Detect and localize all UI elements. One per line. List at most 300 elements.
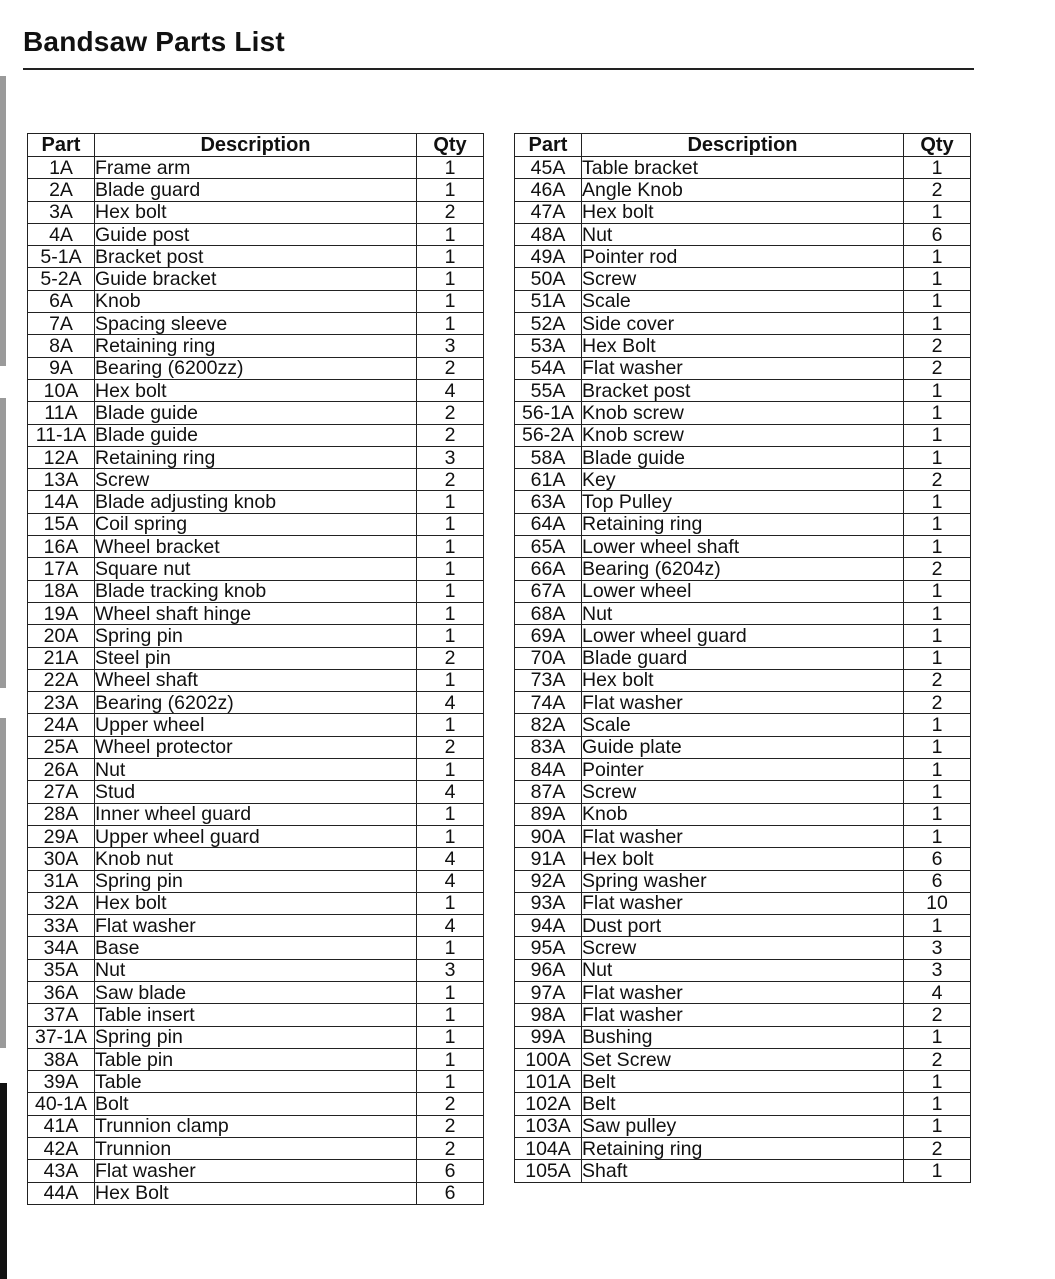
description-cell: Blade adjusting knob [95,491,417,513]
table-row [28,157,484,179]
table-row [28,915,484,937]
table-row [515,335,971,357]
table-row [515,1093,971,1115]
part-column-header: Part [515,134,582,157]
qty-cell: 1 [417,268,484,290]
part-number-cell: 89A [515,803,582,825]
part-number-cell: 17A [28,558,95,580]
table-row [28,759,484,781]
qty-cell: 3 [904,959,971,981]
part-number-cell: 21A [28,647,95,669]
part-number-cell: 19A [28,602,95,624]
table-row [515,959,971,981]
parts-table-left-body [28,157,484,1205]
part-number-cell: 55A [515,379,582,401]
table-row [515,157,971,179]
description-cell: Spring pin [95,625,417,647]
description-cell: Knob [95,290,417,312]
table-row [515,714,971,736]
description-cell: Hex bolt [582,669,904,691]
part-number-cell: 49A [515,246,582,268]
qty-cell: 1 [904,536,971,558]
description-cell: Blade guide [582,446,904,468]
qty-cell: 1 [417,536,484,558]
qty-cell: 1 [904,781,971,803]
description-cell: Flat washer [582,692,904,714]
description-cell: Top Pulley [582,491,904,513]
part-number-cell: 33A [28,915,95,937]
description-cell: Saw blade [95,981,417,1003]
table-row [515,558,971,580]
description-cell: Flat washer [95,915,417,937]
qty-cell: 6 [417,1160,484,1182]
table-row [515,625,971,647]
qty-cell: 6 [417,1182,484,1204]
description-cell: Blade guard [582,647,904,669]
description-cell: Table bracket [582,157,904,179]
description-cell: Screw [582,781,904,803]
table-row [515,759,971,781]
table-row [28,892,484,914]
qty-cell: 3 [417,959,484,981]
part-number-cell: 27A [28,781,95,803]
part-number-cell: 5-1A [28,246,95,268]
qty-cell: 1 [417,803,484,825]
qty-cell: 2 [904,357,971,379]
description-cell: Table pin [95,1048,417,1070]
qty-cell: 1 [417,1071,484,1093]
table-row [515,469,971,491]
part-number-cell: 10A [28,379,95,401]
part-number-cell: 18A [28,580,95,602]
part-number-cell: 36A [28,981,95,1003]
qty-cell: 2 [904,1048,971,1070]
part-number-cell: 64A [515,513,582,535]
qty-cell: 1 [904,1026,971,1048]
page-edge-mark [0,1083,7,1279]
part-number-cell: 56-2A [515,424,582,446]
table-row [515,981,971,1003]
part-number-cell: 39A [28,1071,95,1093]
table-row [515,1071,971,1093]
qty-cell: 1 [417,714,484,736]
part-number-cell: 102A [515,1093,582,1115]
table-row [515,313,971,335]
qty-cell: 2 [417,201,484,223]
qty-cell: 1 [904,201,971,223]
description-cell: Flat washer [582,357,904,379]
table-row [28,803,484,825]
table-row [515,379,971,401]
description-cell: Frame arm [95,157,417,179]
description-cell: Wheel shaft [95,669,417,691]
description-cell: Spring washer [582,870,904,892]
qty-cell: 1 [904,759,971,781]
part-number-cell: 7A [28,313,95,335]
qty-cell: 1 [904,268,971,290]
table-row [28,669,484,691]
table-row [28,1004,484,1026]
title-divider [23,68,974,70]
qty-cell: 1 [417,669,484,691]
description-cell: Knob screw [582,402,904,424]
description-cell: Upper wheel guard [95,825,417,847]
description-cell: Table [95,1071,417,1093]
qty-cell: 4 [904,981,971,1003]
table-row [515,937,971,959]
part-number-cell: 90A [515,825,582,847]
qty-column-header: Qty [417,134,484,157]
part-number-cell: 103A [515,1115,582,1137]
part-number-cell: 63A [515,491,582,513]
part-number-cell: 69A [515,625,582,647]
table-row [28,446,484,468]
description-cell: Key [582,469,904,491]
table-row [515,1004,971,1026]
table-header-row [515,134,971,157]
qty-cell: 1 [417,179,484,201]
qty-cell: 1 [417,223,484,245]
description-cell: Bearing (6202z) [95,692,417,714]
description-cell: Wheel shaft hinge [95,602,417,624]
qty-cell: 1 [904,402,971,424]
description-cell: Inner wheel guard [95,803,417,825]
part-number-cell: 38A [28,1048,95,1070]
parts-table-right [514,133,971,1183]
description-cell: Belt [582,1071,904,1093]
description-cell: Wheel protector [95,736,417,758]
description-cell: Scale [582,714,904,736]
qty-cell: 1 [417,981,484,1003]
part-number-cell: 44A [28,1182,95,1204]
table-row [515,536,971,558]
description-column-header: Description [582,134,904,157]
part-number-cell: 12A [28,446,95,468]
qty-cell: 2 [904,469,971,491]
table-row [28,1071,484,1093]
part-number-cell: 16A [28,536,95,558]
description-cell: Square nut [95,558,417,580]
part-number-cell: 3A [28,201,95,223]
qty-cell: 1 [417,602,484,624]
table-row [515,246,971,268]
table-row [515,602,971,624]
part-number-cell: 2A [28,179,95,201]
part-number-cell: 51A [515,290,582,312]
qty-cell: 1 [904,803,971,825]
part-number-cell: 84A [515,759,582,781]
description-cell: Retaining ring [582,1138,904,1160]
table-row [515,692,971,714]
table-row [515,513,971,535]
description-cell: Knob nut [95,848,417,870]
qty-cell: 1 [904,915,971,937]
description-cell: Flat washer [582,1004,904,1026]
qty-cell: 1 [904,157,971,179]
description-cell: Hex bolt [95,201,417,223]
part-number-cell: 37-1A [28,1026,95,1048]
qty-cell: 2 [904,179,971,201]
part-number-cell: 101A [515,1071,582,1093]
table-row [515,848,971,870]
description-cell: Nut [582,959,904,981]
qty-cell: 6 [904,870,971,892]
description-cell: Knob screw [582,424,904,446]
qty-cell: 2 [417,424,484,446]
part-number-cell: 23A [28,692,95,714]
part-number-cell: 65A [515,536,582,558]
part-number-cell: 73A [515,669,582,691]
table-row [515,268,971,290]
table-row [515,870,971,892]
table-row [28,357,484,379]
description-cell: Stud [95,781,417,803]
description-cell: Blade guide [95,424,417,446]
description-cell: Lower wheel guard [582,625,904,647]
qty-cell: 1 [417,1026,484,1048]
qty-cell: 4 [417,692,484,714]
qty-cell: 1 [904,379,971,401]
part-number-cell: 32A [28,892,95,914]
table-row [515,825,971,847]
description-cell: Dust port [582,915,904,937]
description-cell: Bracket post [582,379,904,401]
table-row [515,781,971,803]
part-number-cell: 98A [515,1004,582,1026]
table-row [515,1048,971,1070]
part-number-cell: 34A [28,937,95,959]
qty-cell: 1 [904,491,971,513]
part-number-cell: 11-1A [28,424,95,446]
qty-cell: 1 [904,290,971,312]
qty-cell: 1 [904,825,971,847]
description-cell: Flat washer [582,981,904,1003]
qty-cell: 1 [417,1048,484,1070]
qty-cell: 2 [904,1004,971,1026]
qty-cell: 1 [904,647,971,669]
qty-cell: 1 [417,759,484,781]
description-cell: Nut [95,759,417,781]
table-row [515,179,971,201]
part-number-cell: 50A [515,268,582,290]
part-number-cell: 74A [515,692,582,714]
part-number-cell: 14A [28,491,95,513]
table-row [28,602,484,624]
table-row [515,424,971,446]
table-row [515,402,971,424]
table-row [515,201,971,223]
part-number-cell: 22A [28,669,95,691]
description-cell: Belt [582,1093,904,1115]
qty-cell: 1 [904,736,971,758]
description-cell: Nut [582,602,904,624]
table-row [515,290,971,312]
qty-cell: 1 [417,625,484,647]
qty-cell: 1 [417,246,484,268]
qty-cell: 4 [417,379,484,401]
qty-cell: 1 [417,558,484,580]
description-cell: Screw [95,469,417,491]
table-row [28,825,484,847]
parts-table-right-body [515,157,971,1183]
description-cell: Guide plate [582,736,904,758]
description-cell: Retaining ring [95,446,417,468]
table-row [28,491,484,513]
qty-cell: 2 [417,736,484,758]
qty-cell: 6 [904,848,971,870]
description-cell: Lower wheel shaft [582,536,904,558]
qty-cell: 4 [417,915,484,937]
part-number-cell: 56-1A [515,402,582,424]
part-number-cell: 41A [28,1115,95,1137]
qty-cell: 1 [417,157,484,179]
part-number-cell: 9A [28,357,95,379]
qty-cell: 1 [417,937,484,959]
table-row [28,647,484,669]
description-cell: Flat washer [582,825,904,847]
table-row [515,1160,971,1182]
qty-cell: 2 [417,357,484,379]
part-number-cell: 5-2A [28,268,95,290]
qty-cell: 1 [904,246,971,268]
qty-cell: 4 [417,781,484,803]
description-cell: Guide post [95,223,417,245]
table-row [28,1138,484,1160]
part-number-cell: 58A [515,446,582,468]
part-number-cell: 92A [515,870,582,892]
part-number-cell: 31A [28,870,95,892]
description-cell: Retaining ring [95,335,417,357]
table-row [28,625,484,647]
qty-cell: 10 [904,892,971,914]
table-row [515,1138,971,1160]
part-number-cell: 13A [28,469,95,491]
description-cell: Saw pulley [582,1115,904,1137]
description-cell: Side cover [582,313,904,335]
qty-cell: 1 [417,290,484,312]
qty-cell: 1 [417,313,484,335]
part-number-cell: 96A [515,959,582,981]
table-row [515,1026,971,1048]
part-number-cell: 52A [515,313,582,335]
part-number-cell: 46A [515,179,582,201]
qty-cell: 1 [904,580,971,602]
part-number-cell: 45A [515,157,582,179]
description-column-header: Description [95,134,417,157]
table-row [28,201,484,223]
description-cell: Hex bolt [95,892,417,914]
table-row [28,558,484,580]
qty-cell: 2 [417,402,484,424]
page-edge-mark [0,398,6,688]
description-cell: Lower wheel [582,580,904,602]
table-row [515,915,971,937]
description-cell: Spring pin [95,870,417,892]
table-row [515,669,971,691]
table-header-row [28,134,484,157]
page-edge-mark [0,76,6,366]
part-number-cell: 104A [515,1138,582,1160]
part-number-cell: 100A [515,1048,582,1070]
table-row [28,736,484,758]
table-row [28,580,484,602]
table-row [28,1093,484,1115]
description-cell: Scale [582,290,904,312]
description-cell: Hex bolt [582,848,904,870]
page-title: Bandsaw Parts List [23,26,285,57]
table-row [515,892,971,914]
description-cell: Trunnion clamp [95,1115,417,1137]
description-cell: Nut [95,959,417,981]
description-cell: Bolt [95,1093,417,1115]
part-number-cell: 68A [515,602,582,624]
description-cell: Spacing sleeve [95,313,417,335]
description-cell: Knob [582,803,904,825]
qty-cell: 1 [904,1071,971,1093]
part-number-cell: 1A [28,157,95,179]
qty-cell: 1 [904,1115,971,1137]
qty-cell: 4 [417,848,484,870]
qty-cell: 3 [417,335,484,357]
qty-cell: 6 [904,223,971,245]
qty-cell: 1 [417,513,484,535]
table-row [28,1115,484,1137]
part-number-cell: 29A [28,825,95,847]
description-cell: Spring pin [95,1026,417,1048]
description-cell: Blade tracking knob [95,580,417,602]
description-cell: Trunnion [95,1138,417,1160]
description-cell: Blade guard [95,179,417,201]
part-number-cell: 42A [28,1138,95,1160]
part-number-cell: 26A [28,759,95,781]
qty-cell: 2 [904,692,971,714]
table-row [28,714,484,736]
description-cell: Pointer [582,759,904,781]
qty-cell: 1 [904,513,971,535]
part-number-cell: 8A [28,335,95,357]
part-number-cell: 15A [28,513,95,535]
qty-cell: 1 [904,625,971,647]
qty-cell: 2 [904,1138,971,1160]
table-row [28,179,484,201]
part-number-cell: 40-1A [28,1093,95,1115]
qty-cell: 2 [417,1093,484,1115]
part-number-cell: 6A [28,290,95,312]
table-row [28,402,484,424]
part-number-cell: 95A [515,937,582,959]
table-row [28,513,484,535]
table-row [28,981,484,1003]
qty-cell: 1 [417,580,484,602]
qty-cell: 1 [904,602,971,624]
part-number-cell: 91A [515,848,582,870]
description-cell: Hex Bolt [582,335,904,357]
description-cell: Blade guide [95,402,417,424]
description-cell: Guide bracket [95,268,417,290]
description-cell: Shaft [582,1160,904,1182]
qty-cell: 2 [417,647,484,669]
part-number-cell: 11A [28,402,95,424]
part-number-cell: 53A [515,335,582,357]
description-cell: Flat washer [582,892,904,914]
table-row [515,223,971,245]
qty-cell: 1 [904,1093,971,1115]
page-edge-mark [0,718,6,1048]
qty-column-header: Qty [904,134,971,157]
description-cell: Screw [582,268,904,290]
part-number-cell: 37A [28,1004,95,1026]
part-number-cell: 20A [28,625,95,647]
